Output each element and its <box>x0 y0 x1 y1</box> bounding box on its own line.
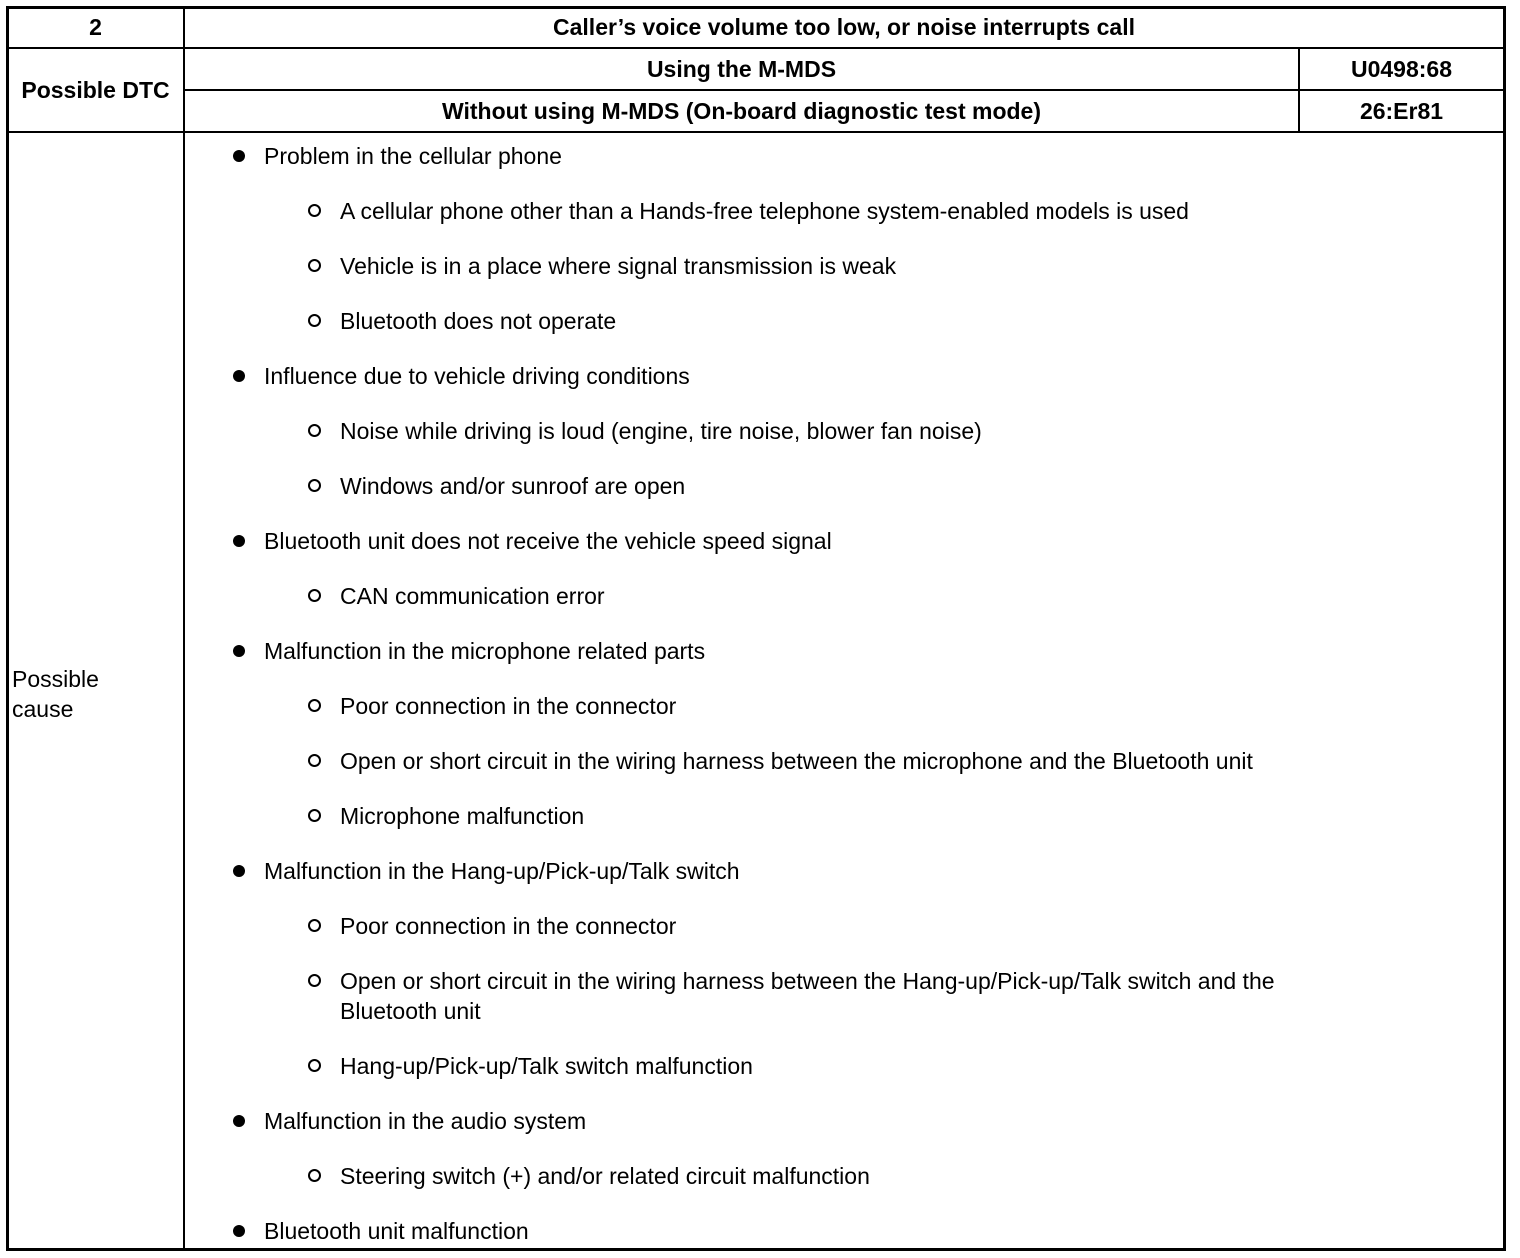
dtc-method-mmds: Using the M-MDS <box>646 55 837 82</box>
bullet-icon <box>233 535 245 547</box>
cause-subitem: Poor connection in the connector <box>340 913 677 939</box>
cause-item: Bluetooth unit malfunction <box>264 1218 529 1244</box>
row-divider <box>6 131 1506 133</box>
bullet-icon <box>233 1225 245 1237</box>
bullet-icon <box>233 150 245 162</box>
cause-item: Malfunction in the microphone related parts <box>264 638 706 664</box>
dtc-method-onboard: Without using M-MDS (On-board diagnostic test mode) <box>441 97 1042 124</box>
bullet-icon <box>233 865 245 877</box>
cause-item: Malfunction in the Hang-up/Pick-up/Talk switch <box>264 858 740 884</box>
cause-item: Influence due to vehicle driving conditions <box>264 363 690 389</box>
circle-bullet-icon <box>308 259 321 272</box>
circle-bullet-icon <box>308 919 321 932</box>
cause-subitem: Steering switch (+) and/or related circuit malfunction <box>340 1163 870 1189</box>
cause-subitem: Noise while driving is loud (engine, tire noise, blower fan noise) <box>340 418 982 444</box>
circle-bullet-icon <box>308 589 321 602</box>
cause-subitem: Poor connection in the connector <box>340 693 677 719</box>
circle-bullet-icon <box>308 1169 321 1182</box>
cause-subitem-continuation: Bluetooth unit <box>340 998 481 1024</box>
possible-cause-label-line2: cause <box>12 696 74 722</box>
cause-subitem: Hang-up/Pick-up/Talk switch malfunction <box>340 1053 753 1079</box>
cause-subitem: CAN communication error <box>340 583 605 609</box>
circle-bullet-icon <box>308 809 321 822</box>
troubleshooting-number: 2 <box>89 14 102 40</box>
circle-bullet-icon <box>308 204 321 217</box>
cause-item: Bluetooth unit does not receive the vehicle speed signal <box>264 528 832 554</box>
dtc-code-onboard: 26:Er81 <box>1359 97 1444 124</box>
cause-subitem: Windows and/or sunroof are open <box>340 473 686 499</box>
cause-subitem: Microphone malfunction <box>340 803 585 829</box>
cause-subitem: Open or short circuit in the wiring harness between the microphone and the Bluetooth unit <box>340 748 1253 774</box>
circle-bullet-icon <box>308 974 321 987</box>
circle-bullet-icon <box>308 424 321 437</box>
circle-bullet-icon <box>308 479 321 492</box>
dtc-code-mmds: U0498:68 <box>1350 55 1453 82</box>
cause-item: Malfunction in the audio system <box>264 1108 587 1134</box>
column-divider <box>183 6 185 1251</box>
troubleshooting-title: Caller’s voice volume too low, or noise interrupts call <box>553 14 1135 40</box>
circle-bullet-icon <box>308 314 321 327</box>
possible-dtc-label: Possible DTC <box>21 76 170 103</box>
possible-cause-label-line1: Possible <box>12 666 99 692</box>
cause-subitem: A cellular phone other than a Hands-free telephone system-enabled models is used <box>340 198 1189 224</box>
circle-bullet-icon <box>308 1059 321 1072</box>
bullet-icon <box>233 1115 245 1127</box>
cause-subitem: Bluetooth does not operate <box>340 308 617 334</box>
possible-cause-label <box>12 664 172 724</box>
cause-subitem: Open or short circuit in the wiring harness between the Hang-up/Pick-up/Talk switch and the <box>340 968 1275 994</box>
cause-item: Problem in the cellular phone <box>264 143 562 169</box>
circle-bullet-icon <box>308 699 321 712</box>
bullet-icon <box>233 370 245 382</box>
circle-bullet-icon <box>308 754 321 767</box>
table-frame <box>6 6 1506 1251</box>
bullet-icon <box>233 645 245 657</box>
cause-subitem: Vehicle is in a place where signal transmission is weak <box>340 253 897 279</box>
